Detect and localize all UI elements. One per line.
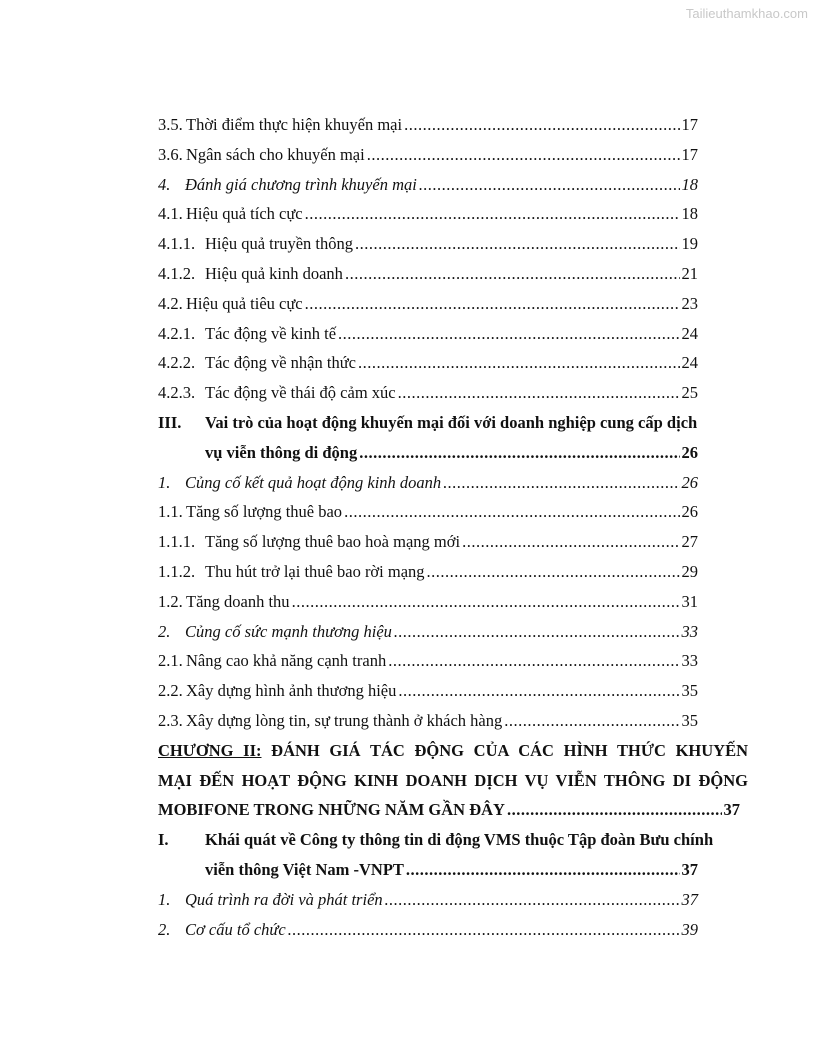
entry-title: Tác động về kinh tế: [205, 323, 337, 343]
page-number: 24: [681, 323, 698, 343]
dot-leader: [427, 557, 680, 587]
chapter-heading[interactable]: [158, 736, 748, 796]
toc-entry[interactable]: [158, 915, 698, 945]
page-number: 23: [681, 293, 698, 313]
dot-leader: [388, 646, 679, 676]
chapter-title-line: MẠI ĐẾN HOẠT ĐỘNG KINH DOANH DỊCH VỤ VIỄN THÔNG DI ĐỘNG: [158, 770, 748, 790]
toc-entry[interactable]: [158, 795, 740, 825]
toc-entry[interactable]: [158, 676, 698, 706]
entry-number: 4.2.1.: [158, 323, 196, 343]
entry-title: Thời điểm thực hiện khuyến mại: [186, 115, 403, 134]
page-number: 39: [681, 919, 698, 939]
page-number: 31: [681, 591, 698, 611]
entry-title: Hiệu quả kinh doanh: [205, 263, 343, 283]
chapter-label: CHƯƠNG II:: [158, 740, 262, 760]
entry-number: 4.1.: [158, 204, 183, 224]
toc-entry[interactable]: [158, 468, 698, 498]
entry-title: Củng cố kết quả hoạt động kinh doanh: [185, 472, 442, 492]
toc-entry[interactable]: [158, 587, 698, 617]
entry-title: Tác động về nhận thức: [205, 353, 356, 373]
toc-entry[interactable]: [158, 855, 698, 885]
dot-leader: [288, 915, 680, 945]
dot-leader: [404, 110, 679, 140]
entry-number: 4.2.3.: [158, 383, 196, 403]
page-number: 26: [681, 442, 698, 462]
dot-leader: [338, 319, 679, 349]
page-number: 33: [681, 651, 698, 671]
toc-entry[interactable]: [158, 646, 698, 676]
page-number: 27: [681, 532, 698, 552]
toc-entry[interactable]: [158, 259, 698, 289]
entry-number: 4.1.1.: [158, 234, 196, 254]
page-number: 37: [723, 800, 740, 820]
entry-title: Xây dựng lòng tin, sự trung thành ở khách hàng: [186, 710, 503, 730]
toc-entry[interactable]: [158, 319, 698, 349]
page-number: 17: [681, 115, 698, 134]
dot-leader: [462, 527, 679, 557]
dot-leader: [345, 259, 680, 289]
page-number: 19: [681, 234, 698, 254]
entry-title: Quá trình ra đời và phát triển: [185, 889, 383, 909]
entry-title: Tăng số lượng thuê bao: [186, 502, 343, 522]
entry-number: 4.2.: [158, 293, 183, 313]
entry-number: 4.1.2.: [158, 263, 196, 283]
page-number: 18: [681, 204, 698, 224]
toc-entry[interactable]: [158, 557, 698, 587]
dot-leader: [358, 348, 680, 378]
toc-entry[interactable]: [158, 229, 698, 259]
dot-leader: [305, 289, 680, 319]
entry-number: 2.2.: [158, 681, 183, 701]
page-number: 25: [681, 383, 698, 403]
watermark: Tailieuthamkhao.com: [685, 6, 808, 21]
entry-number: 1.2.: [158, 591, 183, 611]
dot-leader: [507, 795, 722, 825]
dot-leader: [398, 378, 680, 408]
dot-leader: [305, 199, 680, 229]
toc-entry[interactable]: [158, 289, 698, 319]
toc-entry[interactable]: [158, 438, 698, 468]
entry-number: 2.1.: [158, 651, 183, 671]
entry-title: Tăng doanh thu: [186, 591, 290, 611]
toc-entry[interactable]: [158, 527, 698, 557]
chapter-title-line: ĐÁNH GIÁ TÁC ĐỘNG CỦA CÁC HÌNH THỨC KHUYẾN: [271, 740, 748, 760]
entry-number: 2.: [158, 621, 171, 641]
toc-entry[interactable]: [158, 825, 748, 855]
dot-leader: [406, 855, 680, 885]
entry-number: 3.6.: [158, 144, 183, 164]
toc-entry[interactable]: [158, 706, 698, 736]
toc-entry[interactable]: [158, 170, 698, 200]
dot-leader: [443, 468, 679, 498]
entry-number: 1.1.: [158, 502, 183, 522]
page-number: 21: [681, 263, 698, 283]
dot-leader: [394, 617, 680, 647]
dot-leader: [504, 706, 679, 736]
toc-entry[interactable]: [158, 110, 698, 140]
entry-number: 2.: [158, 919, 171, 939]
entry-title: viễn thông Việt Nam -VNPT: [205, 859, 404, 879]
entry-title: Tác động về thái độ cảm xúc: [205, 383, 396, 403]
page-number: 18: [681, 174, 698, 194]
entry-number: 1.1.2.: [158, 561, 196, 581]
page-number: 29: [681, 561, 698, 581]
dot-leader: [398, 676, 679, 706]
entry-number: 4.2.2.: [158, 353, 196, 373]
entry-title: vụ viễn thông di động: [205, 442, 358, 462]
toc-entry[interactable]: [158, 348, 698, 378]
toc-entry[interactable]: [158, 199, 698, 229]
page-number: 24: [681, 353, 698, 373]
entry-title: Hiệu quả tích cực: [186, 204, 303, 224]
entry-title: Đánh giá chương trình khuyến mại: [185, 174, 417, 194]
dot-leader: [292, 587, 680, 617]
page-number: 26: [681, 502, 698, 522]
entry-title: Hiệu quả tiêu cực: [186, 293, 303, 313]
toc-entry[interactable]: [158, 378, 698, 408]
toc-entry[interactable]: [158, 497, 698, 527]
table-of-contents: [158, 110, 748, 944]
toc-entry[interactable]: [158, 885, 698, 915]
dot-leader: [359, 438, 679, 468]
entry-title: MOBIFONE TRONG NHỮNG NĂM GẦN ĐÂY: [158, 800, 505, 820]
dot-leader: [419, 170, 680, 200]
entry-title: Thu hút trở lại thuê bao rời mạng: [205, 561, 425, 581]
entry-title: Cơ cấu tổ chức: [185, 919, 286, 939]
dot-leader: [344, 497, 679, 527]
toc-entry[interactable]: [158, 617, 698, 647]
entry-number: 1.1.1.: [158, 532, 196, 552]
entry-title: Hiệu quả truyền thông: [205, 234, 354, 254]
page-number: 35: [681, 710, 698, 730]
entry-number: I.: [158, 830, 169, 850]
entry-title: Ngân sách cho khuyến mại: [186, 144, 365, 164]
page-number: 26: [681, 472, 698, 492]
entry-title: Nâng cao khả năng cạnh tranh: [186, 651, 387, 671]
page-number: 33: [681, 621, 698, 641]
entry-number: III.: [158, 412, 182, 432]
page-number: 37: [681, 859, 698, 879]
dot-leader: [355, 229, 679, 259]
dot-leader: [385, 885, 680, 915]
entry-title: Củng cố sức mạnh thương hiệu: [185, 621, 392, 641]
page-number: 35: [681, 681, 698, 701]
toc-entry[interactable]: [158, 140, 698, 170]
entry-number: 1.: [158, 889, 171, 909]
page-number: 17: [681, 144, 698, 164]
toc-entry[interactable]: [158, 408, 748, 438]
entry-title: Xây dựng hình ảnh thương hiệu: [186, 681, 397, 701]
dot-leader: [367, 140, 680, 170]
entry-number: 3.5.: [158, 115, 183, 134]
entry-number: 1.: [158, 472, 171, 492]
entry-title: Tăng số lượng thuê bao hoà mạng mới: [205, 532, 461, 552]
page-number: 37: [681, 889, 698, 909]
entry-number: 2.3.: [158, 710, 183, 730]
entry-number: 4.: [158, 174, 171, 194]
entry-title: Vai trò của hoạt động khuyến mại đối với doanh nghiệp cung cấp dịch: [205, 412, 698, 432]
entry-title: Khái quát về Công ty thông tin di động VMS thuộc Tập đoàn Bưu chính: [205, 830, 714, 850]
